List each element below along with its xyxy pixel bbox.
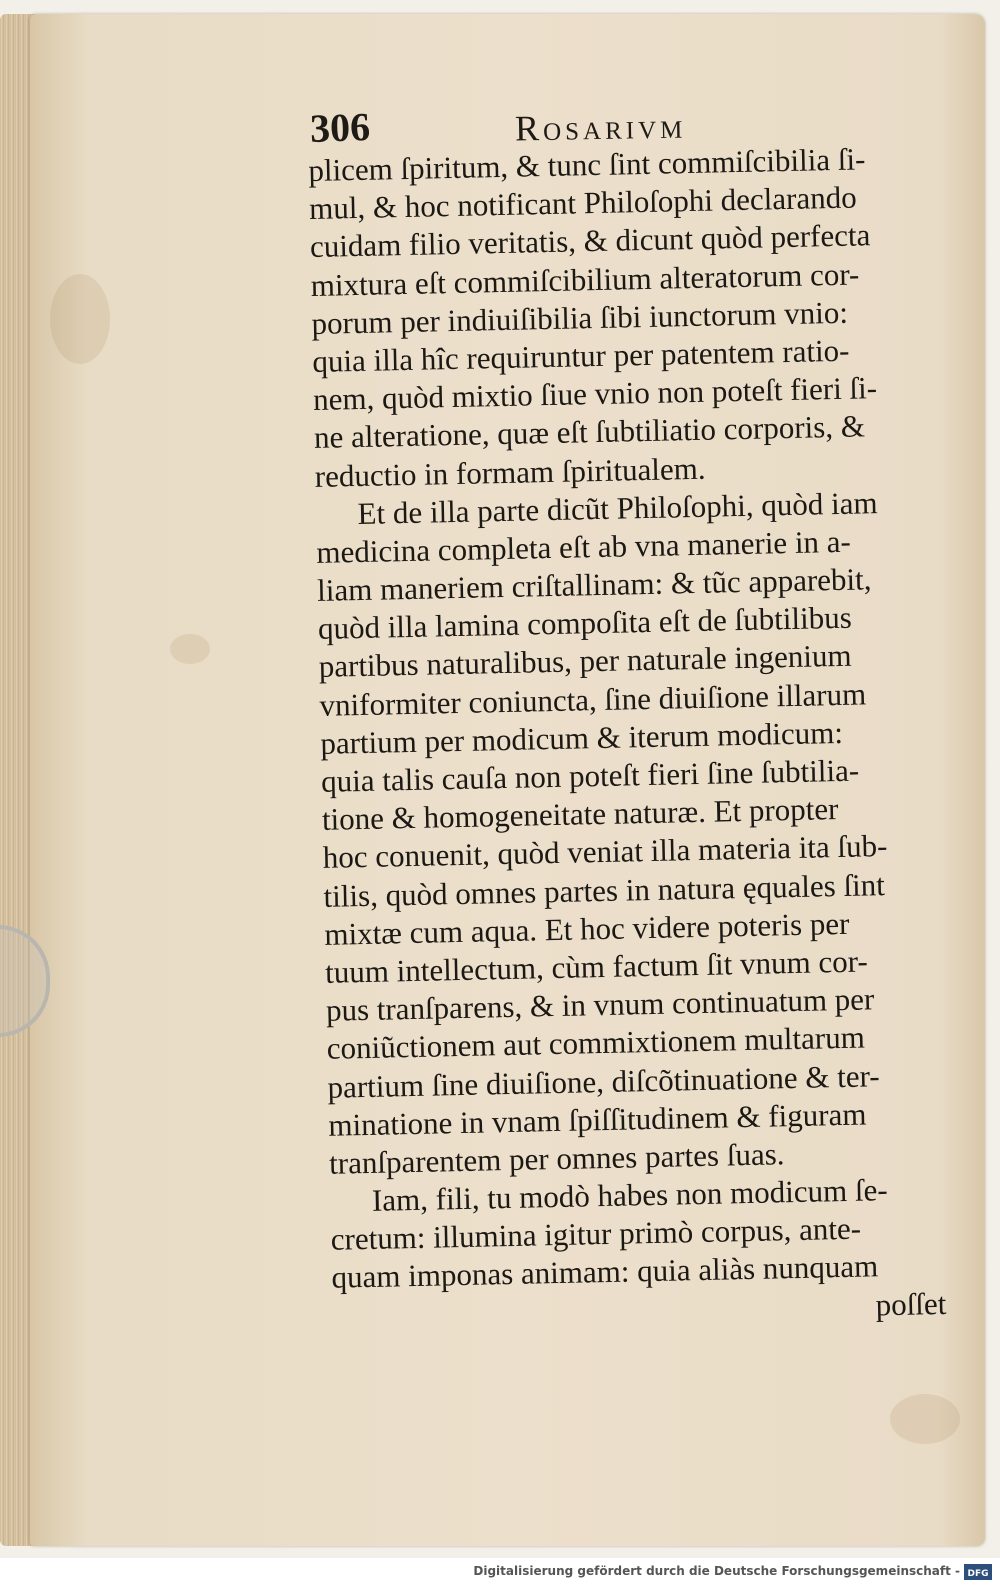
text-line: mixtæ cum aqua. Et hoc videre poteris per: [324, 905, 850, 952]
paragraph-start-line: Iam, fili, tu modò habes non modicum ſe-: [371, 1172, 888, 1218]
text-line: partium per modicum & iterum modicum:: [320, 714, 844, 761]
text-line: partium ſine diuiſione, diſcõtinuatione & ter-: [327, 1057, 880, 1105]
text-line: reductio in formam ſpiritualem.: [314, 450, 706, 494]
svg-text:DFG: DFG: [967, 1569, 989, 1579]
paper-stain: [50, 274, 110, 364]
text-line: vniformiter coniuncta, ſine diuiſione illarum: [319, 676, 867, 723]
funding-credit: Digitalisierung gefördert durch die Deutsche Forschungsgemeinschaft -: [473, 1564, 960, 1578]
running-title: Rosarivm: [514, 105, 687, 149]
text-line: mul, & hoc notificant Philoſophi declarando: [308, 179, 857, 227]
text-line: coniũctionem aut commixtionem multarum: [326, 1019, 866, 1067]
text-line: minatione in vnam ſpiſſitudinem & figuram: [328, 1096, 867, 1143]
page-number: 306: [309, 103, 371, 152]
text-line: cuidam filio veritatis, & dicunt quòd perfecta: [309, 217, 871, 265]
text-line: pus tranſparens, & in vnum continuatum per: [325, 981, 875, 1028]
text-line: quam imponas animam: quia aliàs nunquam: [331, 1248, 879, 1296]
text-line: quòd illa lamina compoſita eſt de ſubtilibus: [317, 599, 853, 647]
text-line: quia talis cauſa non poteſt fieri ſine ſubtilia-: [320, 752, 860, 799]
text-line: medicina completa eſt ab vna manerie in a-: [316, 523, 852, 570]
text-line: plicem ſpiritum, & tunc ſint commiſcibilia ſi-: [308, 141, 866, 188]
text-line: nem, quòd mixtio ſiue vnio non poteſt fieri ſi-: [312, 370, 878, 418]
running-head: [309, 98, 770, 152]
text-line: quia illa hîc requiruntur per patentem ratio-: [312, 332, 850, 379]
dfg-logo: [964, 1564, 992, 1580]
footer-bar: [0, 1558, 1000, 1591]
text-line: porum per indiuiſibilia ſibi iunctorum vnio:: [311, 294, 849, 341]
text-line: hoc conuenit, quòd veniat illa materia ita ſub-: [322, 828, 888, 876]
paper-stain: [890, 1394, 960, 1444]
text-line: tuum intellectum, cùm factum ſit vnum cor-: [324, 943, 869, 990]
catchword: poſſet: [875, 1285, 947, 1322]
text-block: [308, 138, 983, 1335]
text-line: tilis, quòd omnes partes in natura ęquales ſint: [323, 866, 886, 914]
text-line: ne alteratione, quæ eſt ſubtiliatio corporis, &: [313, 408, 866, 456]
text-line: partibus naturalibus, per naturale ingenium: [318, 638, 852, 685]
paragraph-start-line: Et de illa parte dicũt Philoſophi, quòd iam: [357, 484, 878, 531]
paper-stain: [170, 634, 210, 664]
text-line: mixtura eſt commiſcibilium alteratorum cor-: [310, 256, 860, 303]
text-line: cretum: illumina igitur primò corpus, ante-: [330, 1210, 862, 1258]
text-line: tranſparentem per omnes partes ſuas.: [328, 1136, 785, 1181]
text-line: liam maneriem criſtallinam: & tũc apparebit,: [316, 561, 872, 608]
dfg-logo-icon: [964, 1564, 992, 1580]
text-line: tione & homogeneitate naturæ. Et propter: [321, 791, 839, 838]
